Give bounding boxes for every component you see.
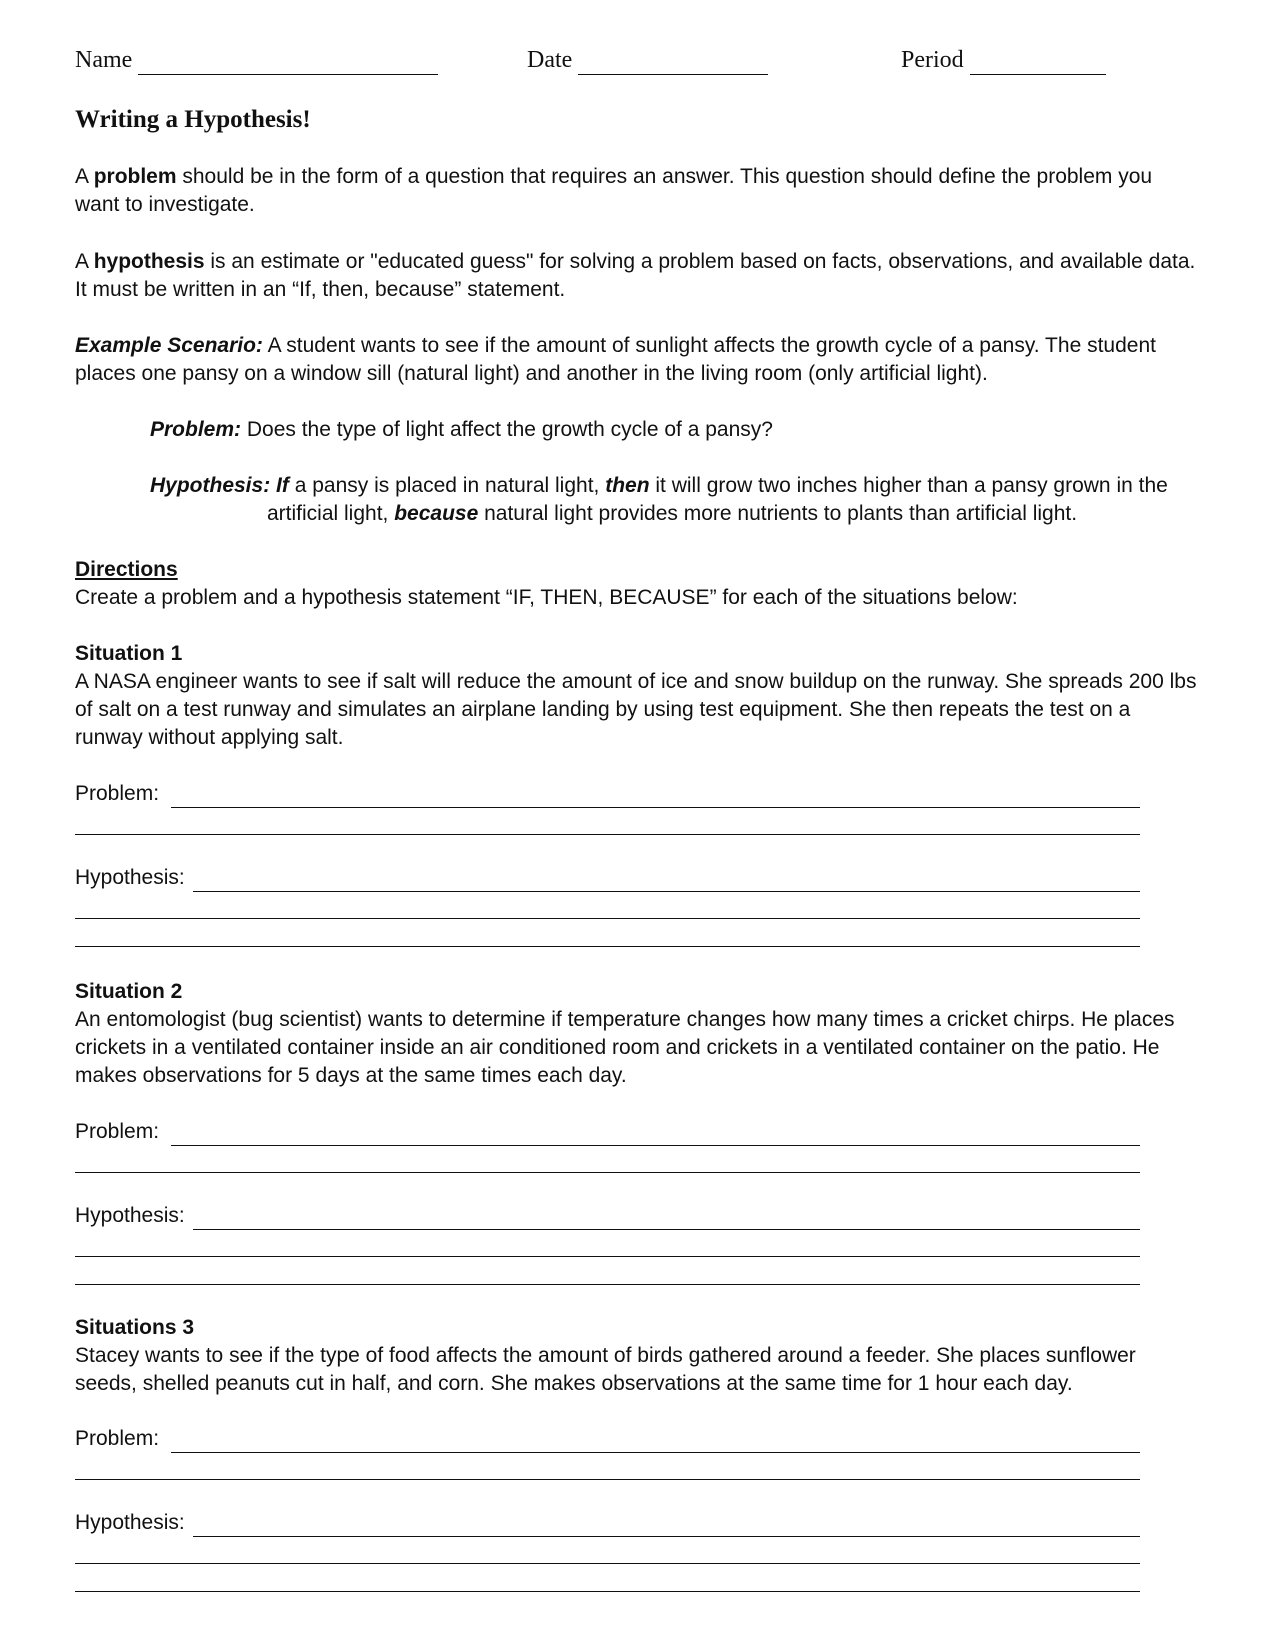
- situation-line: A NASA engineer wants to see if salt will reduce the amount of ice and snow buildup on the runway. She spreads 200 lbs: [75, 670, 1197, 693]
- hypothesis-answer-line[interactable]: [75, 1591, 1140, 1592]
- hyp-part2: it will grow two inches higher than a pansy grown in the: [649, 474, 1168, 497]
- hypothesis-answer-line[interactable]: [75, 1563, 1140, 1564]
- period-field: [901, 45, 1106, 75]
- example-label: Example Scenario:: [75, 334, 263, 357]
- problem-def-prefix: A: [75, 165, 94, 188]
- situation-3: [75, 1314, 1205, 1398]
- directions-section: [75, 556, 1205, 612]
- page-title: Writing a Hypothesis!: [75, 106, 311, 133]
- example-problem-label: Problem:: [150, 418, 242, 441]
- example-hypothesis: [150, 472, 1180, 528]
- situation-line: seeds, shelled peanuts cut in half, and corn. She makes observations at the same time for 1 hour each day.: [75, 1372, 1073, 1395]
- then-word: then: [605, 474, 650, 497]
- hypothesis-answer-line[interactable]: [193, 869, 1140, 892]
- hypothesis-term: hypothesis: [93, 250, 205, 273]
- hypothesis-label: Hypothesis:: [75, 1511, 185, 1534]
- situation-heading: Situation 1: [75, 642, 183, 665]
- name-label: Name: [75, 47, 133, 73]
- problem-answer-line[interactable]: [75, 1172, 1140, 1173]
- situation-heading: Situations 3: [75, 1316, 195, 1339]
- problem-answer-line[interactable]: [75, 1479, 1140, 1480]
- hyp-part3: artificial light,: [267, 502, 395, 525]
- problem-answer-line[interactable]: [171, 785, 1140, 808]
- situation-heading: Situation 2: [75, 980, 183, 1003]
- problem-answer-line[interactable]: [171, 1430, 1140, 1453]
- problem-def-line1: should be in the form of a question that requires an answer. This question should define the problem you: [176, 165, 1153, 188]
- hypothesis-label: Hypothesis:: [75, 1204, 185, 1227]
- directions-heading: Directions: [75, 558, 178, 581]
- example-problem-text: Does the type of light affect the growth cycle of a pansy?: [241, 418, 773, 441]
- situation-3-problem-row: [75, 1425, 1140, 1453]
- hypothesis-answer-line[interactable]: [75, 946, 1140, 947]
- problem-answer-line[interactable]: [171, 1123, 1140, 1146]
- hypothesis-answer-line[interactable]: [193, 1207, 1140, 1230]
- example-scenario: [75, 332, 1205, 388]
- problem-label: Problem:: [75, 782, 160, 805]
- name-blank[interactable]: [138, 52, 438, 75]
- hypothesis-def-prefix: A: [75, 250, 94, 273]
- hypothesis-def-line1: is an estimate or "educated guess" for solving a problem based on facts, observations, and available data.: [204, 250, 1196, 273]
- situation-line: runway without applying salt.: [75, 726, 344, 749]
- situation-2: [75, 978, 1205, 1090]
- situation-2-problem-row: [75, 1118, 1140, 1146]
- problem-term: problem: [93, 165, 177, 188]
- period-label: Period: [901, 47, 964, 73]
- situation-1-problem-row: [75, 780, 1140, 808]
- situation-line: of salt on a test runway and simulates an airplane landing by using test equipment. She then repeats the test on a: [75, 698, 1131, 721]
- example-line2: places one pansy on a window sill (natural light) and another in the living room (only artificial light).: [75, 362, 988, 385]
- example-problem: [150, 416, 1180, 444]
- date-label: Date: [527, 47, 573, 73]
- hypothesis-label: Hypothesis:: [75, 866, 185, 889]
- situation-line: crickets in a ventilated container inside an air conditioned room and crickets in a ventilated container on the patio. He: [75, 1036, 1160, 1059]
- date-field: [527, 45, 768, 75]
- because-word: because: [394, 502, 479, 525]
- example-line1: A student wants to see if the amount of sunlight affects the growth cycle of a pansy. The student: [262, 334, 1156, 357]
- directions-text: Create a problem and a hypothesis statement “IF, THEN, BECAUSE” for each of the situations below:: [75, 586, 1018, 609]
- hypothesis-answer-line[interactable]: [75, 918, 1140, 919]
- situation-2-hypothesis-row: [75, 1202, 1140, 1230]
- situation-1: [75, 640, 1205, 752]
- situation-line: Stacey wants to see if the type of food affects the amount of birds gathered around a feeder. She places sunflower: [75, 1344, 1136, 1367]
- situation-1-hypothesis-row: [75, 864, 1140, 892]
- hypothesis-def-line2: It must be written in an “If, then, because” statement.: [75, 278, 566, 301]
- situation-line: An entomologist (bug scientist) wants to determine if temperature changes how many times a cricket chirps. He places: [75, 1008, 1175, 1031]
- hyp-part1: a pansy is placed in natural light,: [288, 474, 606, 497]
- hypothesis-answer-line[interactable]: [193, 1514, 1140, 1537]
- period-blank[interactable]: [970, 52, 1106, 75]
- hyp-part4: natural light provides more nutrients to plants than artificial light.: [478, 502, 1078, 525]
- if-word: If: [276, 474, 289, 497]
- problem-answer-line[interactable]: [75, 834, 1140, 835]
- situation-line: makes observations for 5 days at the same times each day.: [75, 1064, 627, 1087]
- problem-label: Problem:: [75, 1120, 160, 1143]
- problem-definition: [75, 163, 1205, 219]
- example-hypothesis-label: Hypothesis:: [150, 474, 271, 497]
- situation-3-hypothesis-row: [75, 1509, 1140, 1537]
- hypothesis-answer-line[interactable]: [75, 1284, 1140, 1285]
- date-blank[interactable]: [578, 52, 768, 75]
- hypothesis-answer-line[interactable]: [75, 1256, 1140, 1257]
- problem-label: Problem:: [75, 1427, 160, 1450]
- name-field: [75, 45, 438, 75]
- hypothesis-definition: [75, 248, 1205, 304]
- problem-def-line2: want to investigate.: [75, 193, 255, 216]
